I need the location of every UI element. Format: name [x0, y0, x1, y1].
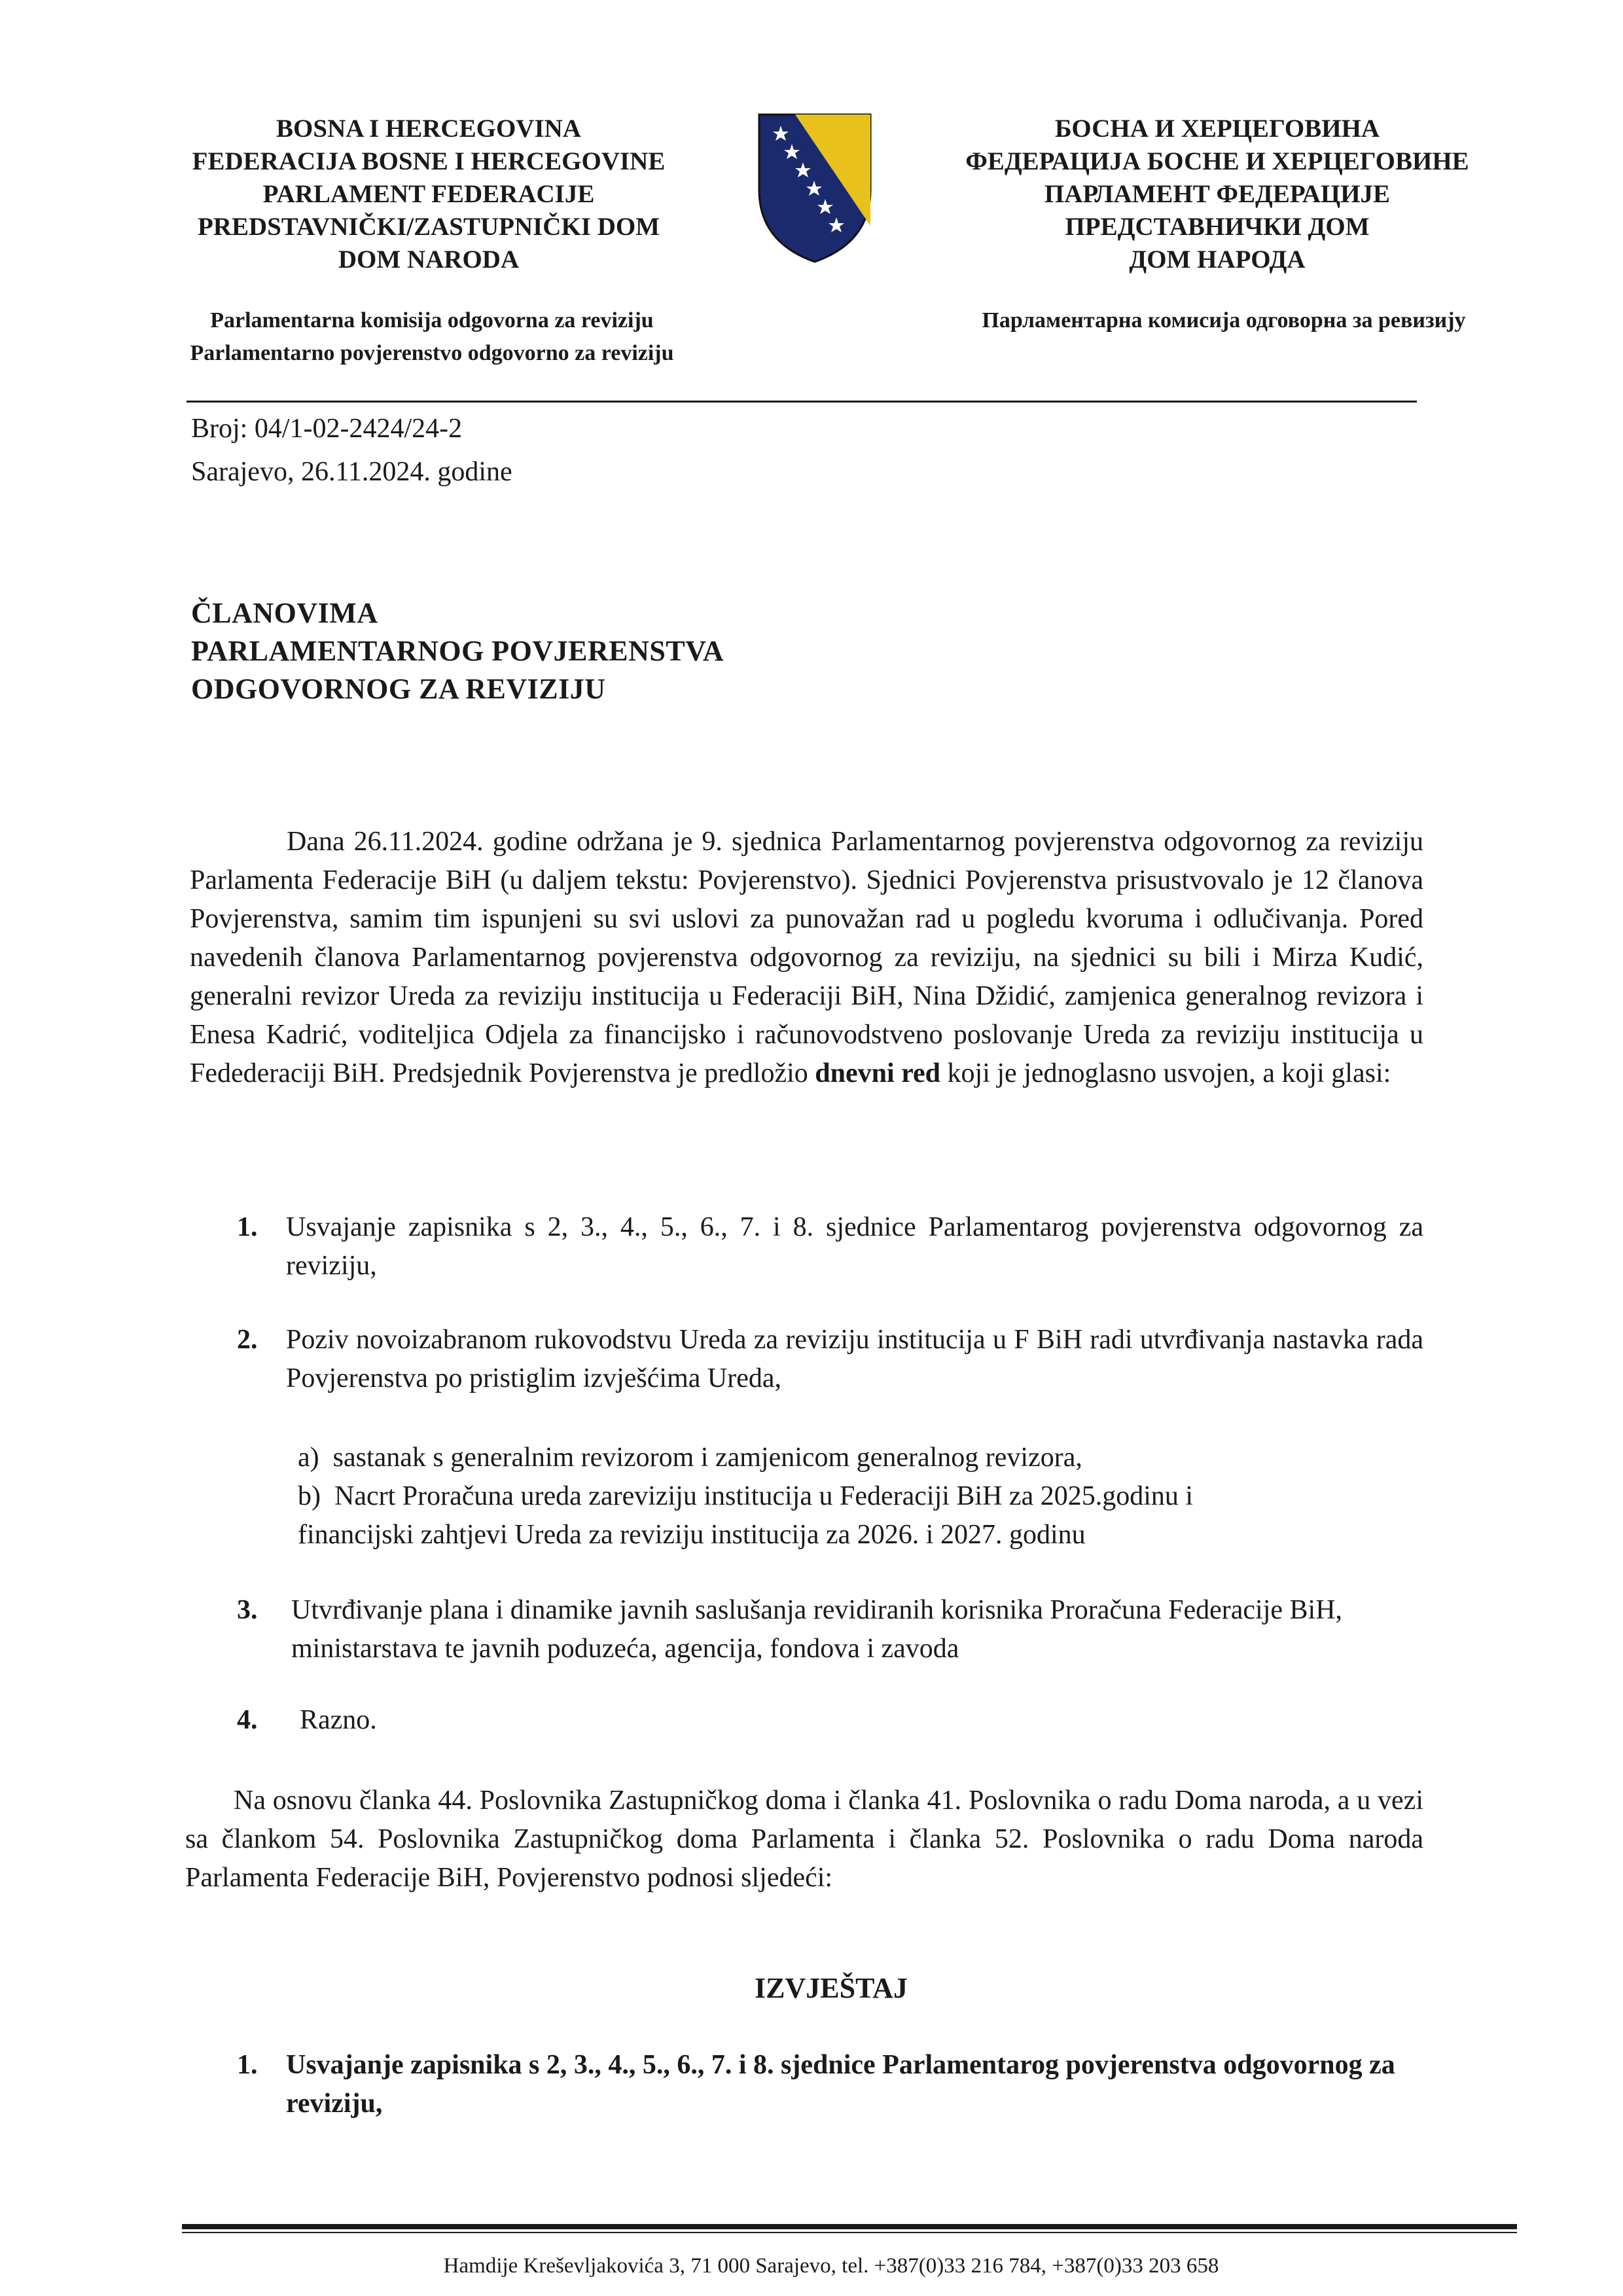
report-item-text: Usvajanje zapisnika s 2, 3., 4., 5., 6., 7. i 8. sjednice Parlamentarog povjerenstva odgovornog za reviziju,	[286, 2050, 1395, 2119]
document-number: Broj: 04/1-02-2424/24-2	[191, 414, 463, 444]
header-right-line: БОСНА И ХЕРЦЕГОВИНА	[1054, 115, 1380, 143]
footer-divider-thin	[182, 2232, 1517, 2233]
agenda-number: 1.	[237, 1212, 258, 1242]
header-left	[157, 113, 700, 276]
agenda-item: Usvajanje zapisnika s 2, 3., 4., 5., 6., 7. i 8. sjednice Parlamentarog povjerenstva odgovornog za reviziju,	[286, 1212, 1423, 1281]
subitem-label: a)	[298, 1443, 319, 1473]
intro-bold: dnevni red	[815, 1058, 941, 1088]
report-title: IZVJEŠTAJ	[755, 1972, 908, 2004]
report-item-number: 1.	[237, 2050, 258, 2080]
agenda-item: Utvrđivanje plana i dinamike javnih saslušanja revidiranih korisnika Proračuna Federacije BiH, ministarstava te javnih poduzeća, agencija, fondova i zavoda	[291, 1595, 1343, 1664]
commission-right	[916, 304, 1531, 337]
agenda-number: 2.	[237, 1325, 258, 1355]
header-left-line: DOM NARODA	[338, 245, 520, 274]
header-left-line: FEDERACIJA BOSNE I HERCEGOVINE	[192, 147, 666, 175]
header-left-line: PARLAMENT FEDERACIJE	[262, 180, 595, 208]
document-meta	[191, 407, 976, 493]
subitem-text: Nacrt Proračuna ureda zareviziju institucija u Federaciji BiH za 2025.godinu i	[334, 1481, 1194, 1511]
footer-divider-thick	[182, 2224, 1517, 2229]
header-right	[923, 113, 1512, 276]
coat-of-arms-icon	[756, 111, 874, 265]
addressee-line: ČLANOVIMA	[191, 597, 378, 629]
addressee-line: PARLAMENTARNOG POVJERENSTVA	[191, 635, 724, 667]
agenda-number: 3.	[237, 1595, 258, 1625]
subitem-text: financijski zahtjevi Ureda za reviziju institucija za 2026. i 2027. godinu	[298, 1520, 1086, 1550]
commission-right-line: Парламентарна комисија одговорна за ревизију	[982, 308, 1466, 332]
header-right-line: ФЕДЕРАЦИЈА БОСНЕ И ХЕРЦЕГОВИНЕ	[965, 147, 1469, 175]
agenda-number: 4.	[237, 1705, 258, 1735]
footer-address: Hamdije Kreševljakovića 3, 71 000 Sarajevo, tel. +387(0)33 216 784, +387(0)33 203 658	[443, 2254, 1219, 2278]
addressee-line: ODGOVORNOG ZA REVIZIJU	[191, 673, 606, 705]
agenda-item: Poziv novoizabranom rukovodstvu Ureda za reviziju institucija u F BiH radi utvrđivanja nastavka rada Povjerenstva po pristiglim izvješćima Ureda,	[286, 1325, 1423, 1393]
legal-basis-paragraph: Na osnovu članka 44. Poslovnika Zastupničkog doma i članka 41. Poslovnika o radu Doma naroda, a u vezi sa člankom 54. Poslovnika Zastupničkog doma Parlamenta i članka 52. Poslovnika o radu Doma naroda Parlamenta Federacije BiH, Povjerenstvo podnosi sljedeći:	[185, 1785, 1423, 1893]
intro-text: Dana 26.11.2024. godine održana je 9. sjednica Parlamentarnog povjerenstva odgovornog za reviziju Parlamenta Federacije BiH (u daljem tekstu: Povjerenstvo). Sjednici Povjerenstva prisustvovalo je 12 članova Povjerenstva, samim tim ispunjeni su svi uslovi za punovažan rad u pogledu kvoruma i odlučivanja. Pored navedenih članova Parlamentarnog povjerenstva odgovornog za reviziju, na sjednici su bili i Mirza Kudić, generalni revizor Ureda za reviziju institucija u Federaciji BiH, Nina Džidić, zamjenica generalnog revizora i Enesa Kadrić, voditeljica Odjela za financijsko i računovodstveno poslovanje Ureda za reviziju institucija u Fedederaciji BiH. Predsjednik Povjerenstva je predložio	[190, 827, 1423, 1088]
header-right-line: ПРЕДСТАВНИЧКИ ДОМ	[1065, 213, 1370, 241]
commission-left-line: Parlamentarna komisija odgovorna za reviziju	[210, 308, 654, 332]
header-right-line: ПАРЛАМЕНТ ФЕДЕРАЦИЈЕ	[1044, 180, 1391, 208]
intro-paragraph	[190, 823, 1423, 1093]
subitem-text: sastanak s generalnim revizorom i zamjenicom generalnog revizora,	[332, 1443, 1082, 1473]
commission-left	[105, 304, 759, 370]
commission-left-line: Parlamentarno povjerenstvo odgovorno za reviziju	[190, 341, 674, 365]
header-divider	[187, 401, 1417, 403]
agenda-item: Razno.	[300, 1705, 377, 1735]
header-left-line: PREDSTAVNIČKI/ZASTUPNIČKI DOM	[197, 213, 660, 241]
subitem-a	[298, 1439, 1423, 1477]
addressee	[191, 594, 1173, 708]
subitem-b	[298, 1477, 1423, 1516]
document-place-date: Sarajevo, 26.11.2024. godine	[191, 457, 512, 487]
header-right-line: ДОМ НАРОДА	[1129, 245, 1306, 274]
subitem-b-cont	[298, 1516, 1423, 1554]
intro-text-end: koji je jednoglasno usvojen, a koji glasi:	[940, 1058, 1391, 1088]
header-left-line: BOSNA I HERCEGOVINA	[276, 115, 581, 143]
subitem-label: b)	[298, 1481, 321, 1511]
